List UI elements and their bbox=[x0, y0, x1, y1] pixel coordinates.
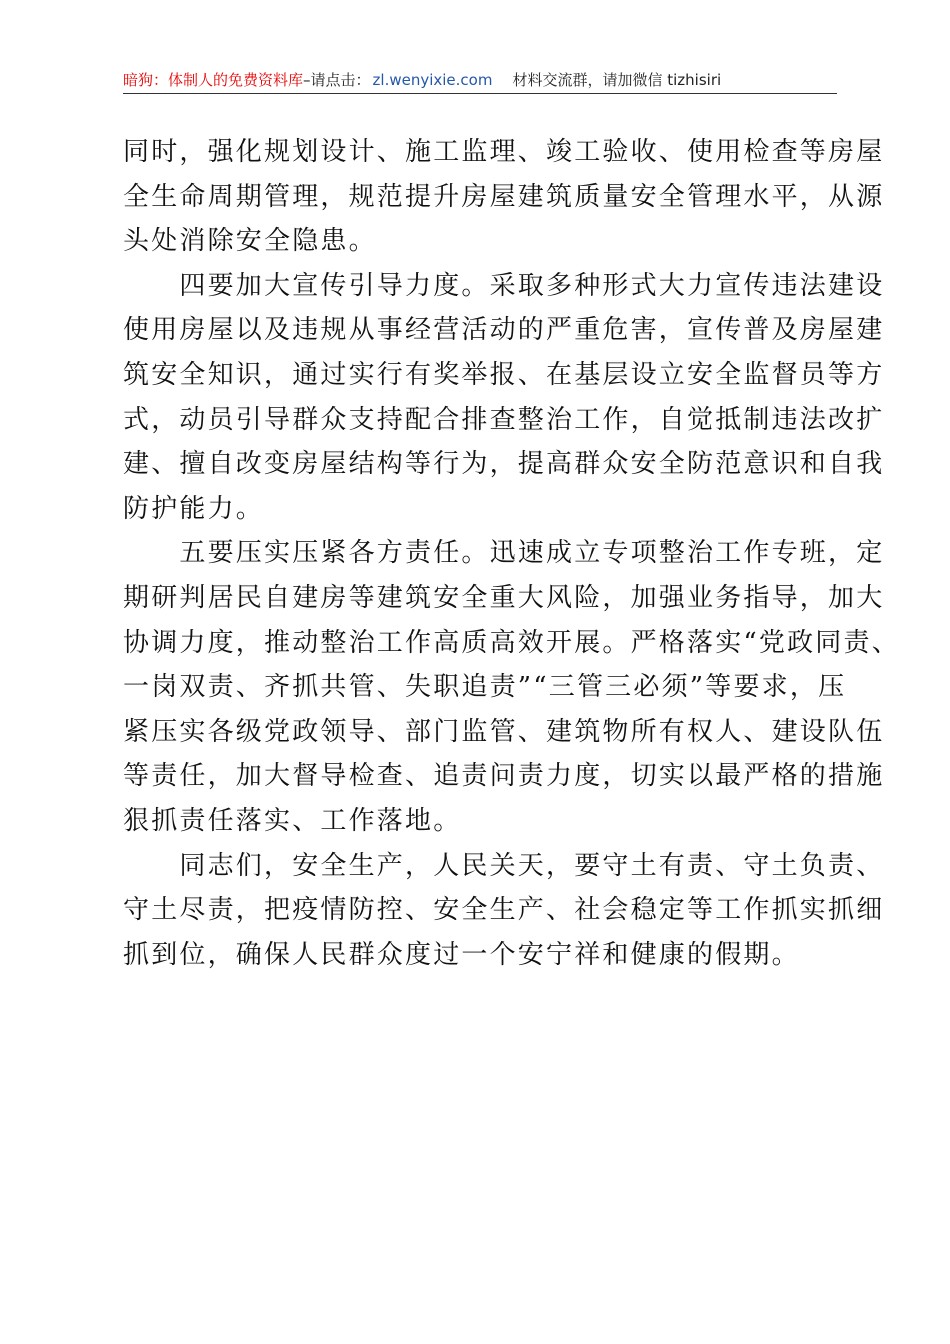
text-line: 建、擅自改变房屋结构等行为，提高群众安全防范意识和自我 bbox=[123, 449, 885, 480]
header-url-link[interactable]: zl.wenyixie.com bbox=[372, 71, 493, 89]
text-line: 全生命周期管理，规范提升房屋建筑质量安全管理水平，从源 bbox=[123, 181, 885, 212]
paragraph bbox=[123, 264, 885, 532]
text-line: 五要压实压紧各方责任。迅速成立专项整治工作专班，定 bbox=[123, 538, 885, 569]
text-line: 等责任，加大督导检查、追责问责力度，切实以最严格的措施 bbox=[123, 761, 885, 792]
text-line: 协调力度，推动整治工作高质高效开展。严格落实“党政同责、 bbox=[123, 627, 900, 658]
text-line: 紧压实各级党政领导、部门监管、建筑物所有权人、建设队伍 bbox=[123, 716, 885, 747]
text-line: 同时，强化规划设计、施工监理、竣工验收、使用检查等房屋 bbox=[123, 137, 885, 167]
text-line: 抓到位，确保人民群众度过一个安宁祥和健康的假期。 bbox=[123, 939, 800, 970]
text-line: 一岗双责、齐抓共管、失职追责”“三管三必须”等要求，压 bbox=[123, 672, 847, 703]
header-cta: –请点击： bbox=[303, 71, 371, 89]
header-group-note: 材料交流群，请加微信 tizhisiri bbox=[512, 71, 722, 89]
text-line: 头处消除安全隐患。 bbox=[123, 226, 377, 257]
text-line: 筑安全知识，通过实行有奖举报、在基层设立安全监督员等方 bbox=[123, 359, 885, 390]
document-body bbox=[123, 130, 900, 977]
text-line: 四要加大宣传引导力度。采取多种形式大力宣传违法建设 bbox=[123, 270, 885, 301]
paragraph bbox=[123, 130, 885, 264]
header-brand: 暗狗：体制人的免费资料库 bbox=[123, 71, 304, 89]
text-line: 期研判居民自建房等建筑安全重大风险，加强业务指导，加大 bbox=[123, 582, 885, 613]
text-line: 狠抓责任落实、工作落地。 bbox=[123, 805, 462, 836]
paragraph bbox=[123, 844, 885, 978]
header-divider bbox=[123, 93, 837, 94]
text-line: 使用房屋以及违规从事经营活动的严重危害，宣传普及房屋建 bbox=[123, 315, 885, 346]
text-line: 守土尽责，把疫情防控、安全生产、社会稳定等工作抓实抓细 bbox=[123, 895, 885, 926]
page-header bbox=[123, 68, 837, 92]
text-line: 防护能力。 bbox=[123, 493, 265, 524]
paragraph bbox=[123, 531, 900, 843]
text-line: 同志们，安全生产，人民关天，要守土有责、守土负责、 bbox=[123, 850, 885, 881]
text-line: 式，动员引导群众支持配合排查整治工作，自觉抵制违法改扩 bbox=[123, 404, 885, 435]
